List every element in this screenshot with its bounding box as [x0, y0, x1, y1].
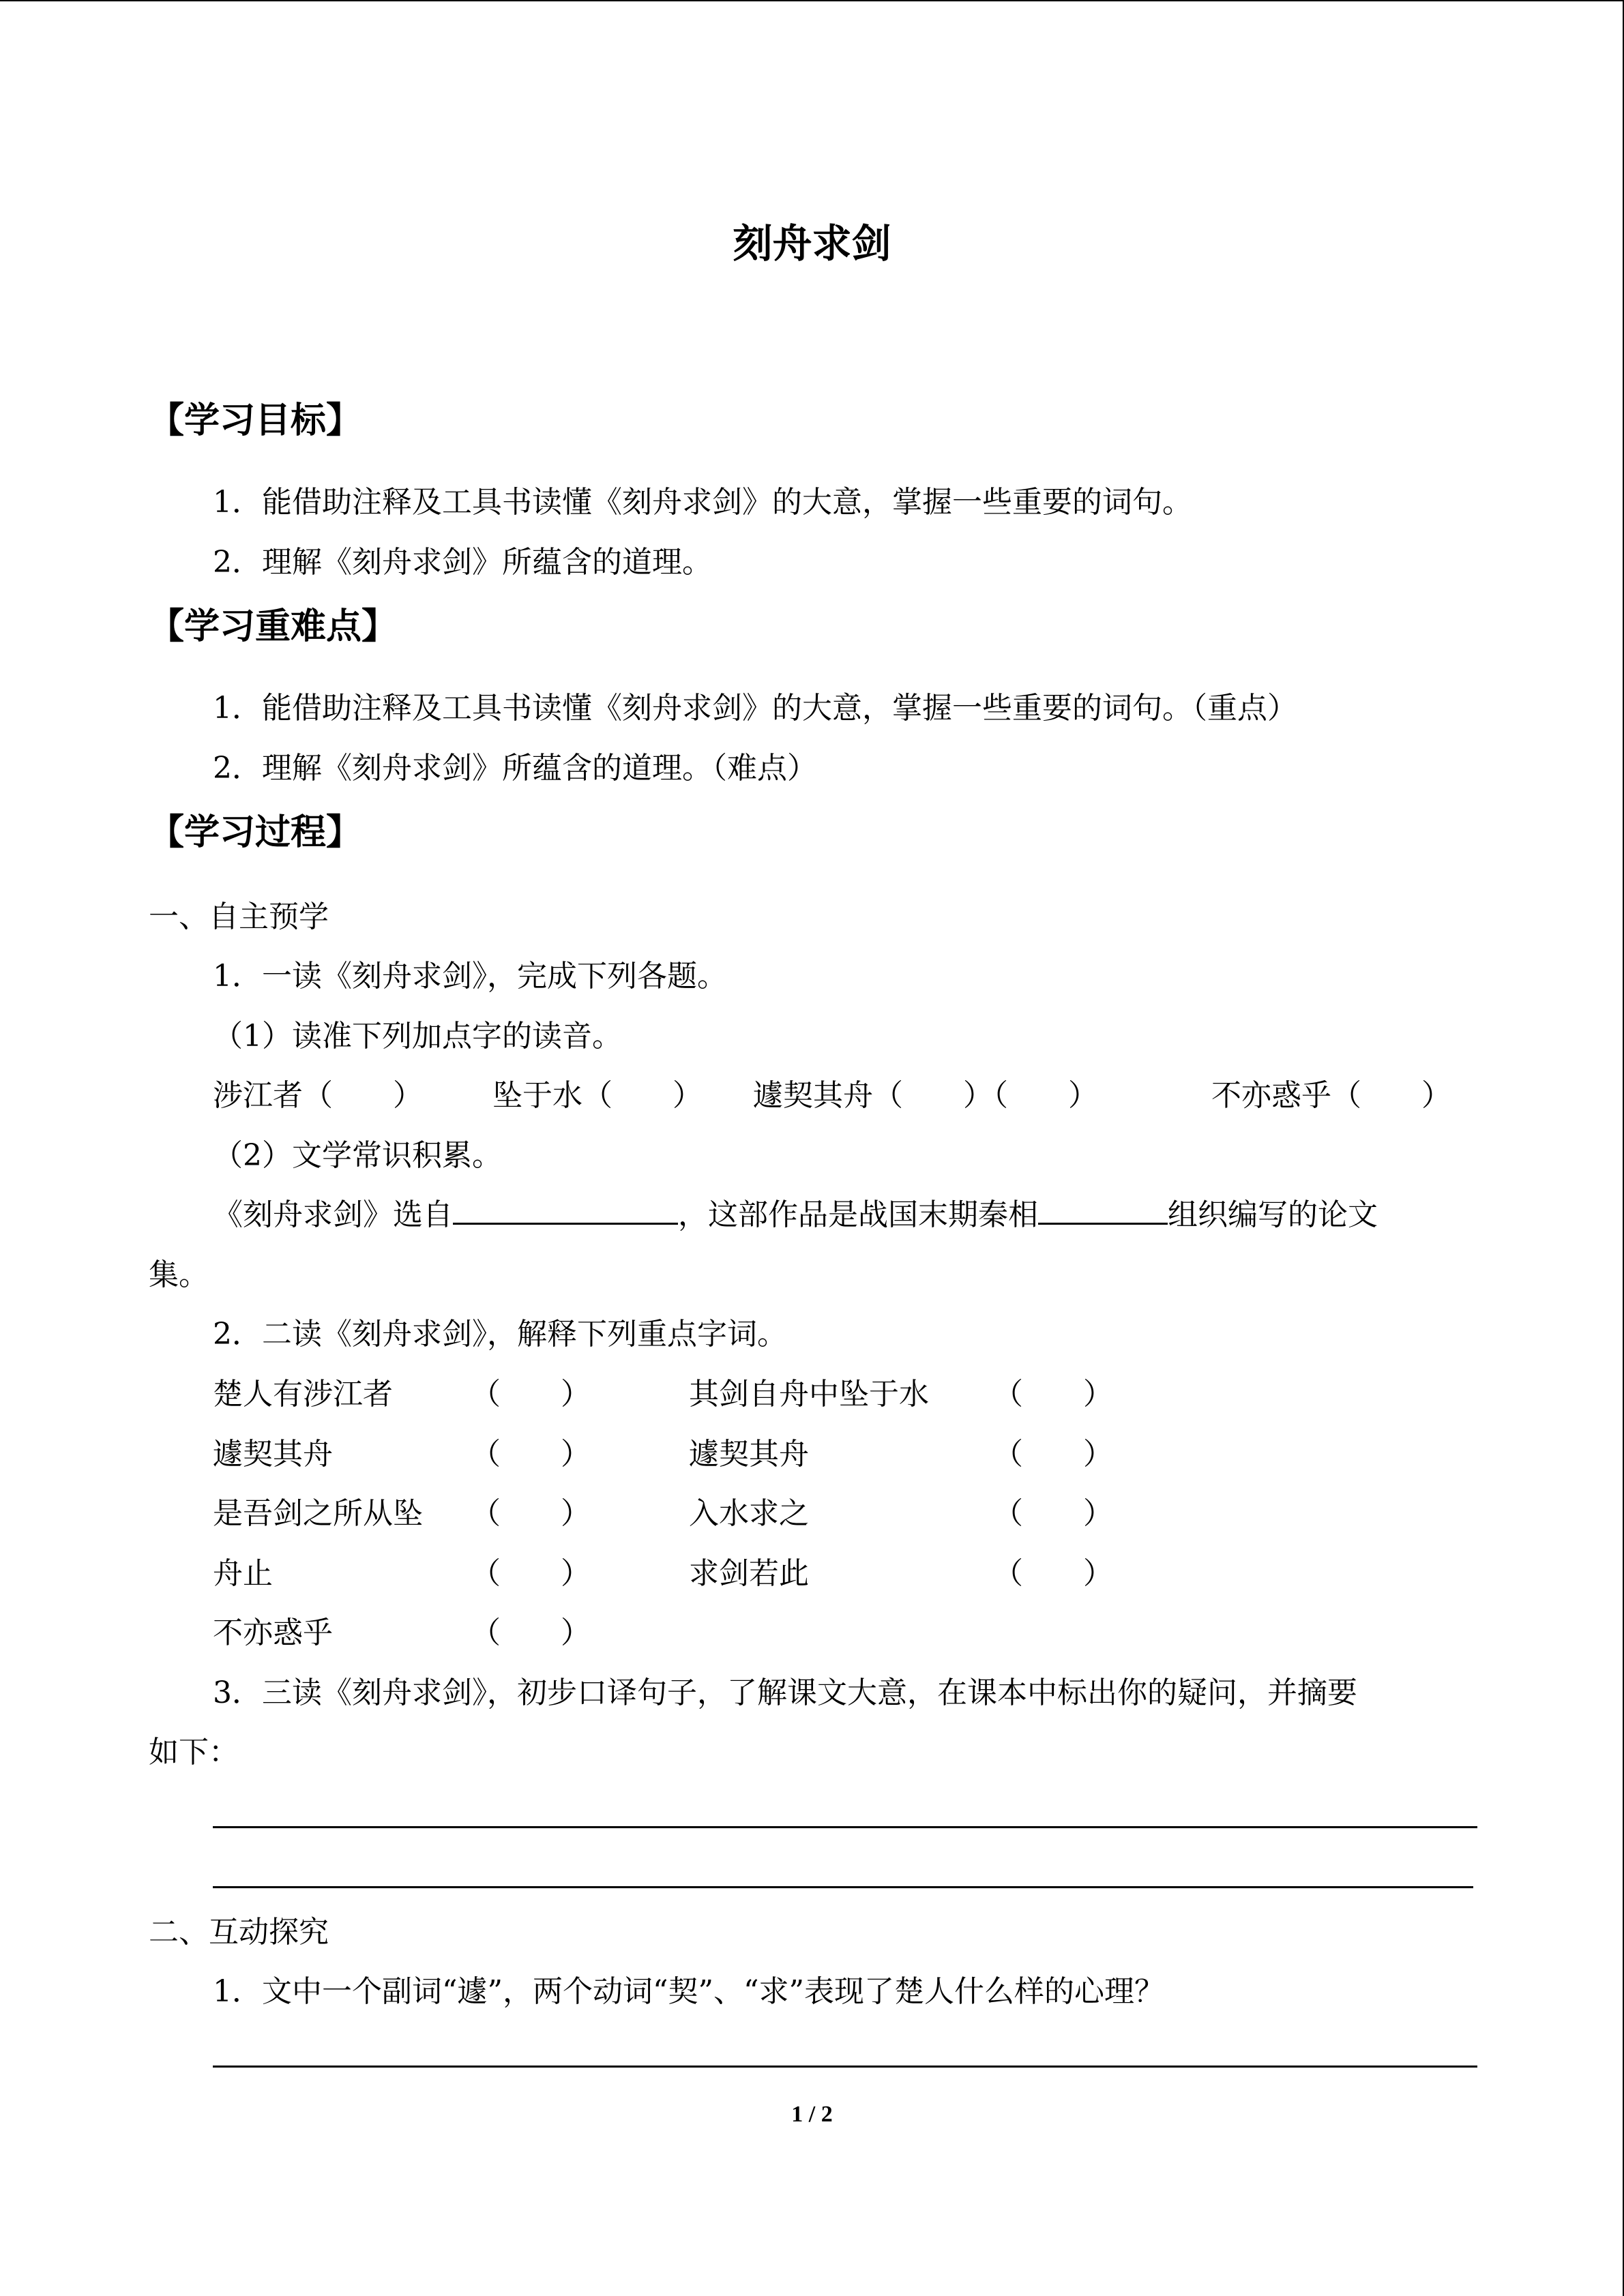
goal-item: 2．理解《刻舟求剑》所蕴含的道理。 — [213, 545, 712, 580]
word-left: 舟止 — [213, 1556, 273, 1591]
answer-blank-author[interactable] — [1038, 1193, 1168, 1225]
literature-line — [213, 1190, 1378, 1234]
word-left: 是吾剑之所从坠 — [213, 1496, 423, 1531]
word-left: 遽契其舟 — [213, 1437, 333, 1472]
literature-line-end: 集。 — [149, 1257, 209, 1292]
literature-text: ，这部作品是战国末期秦相 — [678, 1197, 1038, 1232]
answer-blank-source[interactable] — [453, 1193, 678, 1225]
goals-heading: 【学习目标】 — [149, 400, 362, 441]
answer-paren[interactable]: （ ） — [471, 1556, 591, 1591]
word-right: 遽契其舟 — [689, 1437, 809, 1472]
answer-paren[interactable]: （ ） — [993, 1377, 1113, 1412]
question-3-cont: 如下： — [149, 1735, 239, 1770]
pinyin-item: 涉江者（ ） — [213, 1078, 423, 1113]
goal-item: 1．能借助注释及工具书读懂《刻舟求剑》的大意，掌握一些重要的词句。 — [213, 485, 1192, 520]
answer-paren[interactable]: （ ） — [993, 1556, 1113, 1591]
word-right: 求剑若此 — [689, 1556, 809, 1591]
word-left: 楚人有涉江者 — [213, 1377, 393, 1412]
literature-text: 《刻舟求剑》选自 — [213, 1197, 453, 1232]
process-heading: 【学习过程】 — [149, 812, 362, 853]
answer-paren[interactable]: （ ） — [471, 1377, 591, 1412]
key-point-item: 2．理解《刻舟求剑》所蕴含的道理。（难点） — [213, 751, 817, 786]
literature-text: 组织编写的论文 — [1168, 1197, 1378, 1232]
interactive-heading: 二、互动探究 — [149, 1915, 329, 1950]
question-2: 2．二读《刻舟求剑》，解释下列重点字词。 — [213, 1317, 787, 1352]
question-1: 1．一读《刻舟求剑》，完成下列各题。 — [213, 959, 727, 994]
question-3: 3．三读《刻舟求剑》，初步口译句子，了解课文大意，在课本中标出你的疑问，并摘要 — [213, 1675, 1357, 1710]
answer-line[interactable] — [213, 2066, 1477, 2068]
word-right: 入水求之 — [689, 1496, 809, 1531]
pinyin-item: 不亦惑乎（ ） — [1211, 1078, 1451, 1113]
key-point-item: 1．能借助注释及工具书读懂《刻舟求剑》的大意，掌握一些重要的词句。（重点） — [213, 691, 1297, 726]
answer-paren[interactable]: （ ） — [471, 1496, 591, 1531]
key-points-heading: 【学习重难点】 — [149, 606, 398, 647]
question-1-1: （1）读准下列加点字的读音。 — [213, 1019, 622, 1054]
answer-paren[interactable]: （ ） — [471, 1437, 591, 1472]
answer-line[interactable] — [213, 1886, 1473, 1888]
answer-paren[interactable]: （ ） — [993, 1437, 1113, 1472]
pinyin-item: 坠于水（ ） — [492, 1078, 703, 1113]
interactive-question-1: 1．文中一个副词“遽”，两个动词“契”、“求”表现了楚人什么样的心理？ — [213, 1974, 1164, 2009]
pinyin-item: 遽契其舟（ ）（ ） — [753, 1078, 1098, 1113]
self-study-heading: 一、自主预学 — [149, 899, 329, 934]
word-right: 其剑自舟中坠于水 — [689, 1377, 929, 1412]
word-left: 不亦惑乎 — [213, 1615, 333, 1650]
answer-line[interactable] — [213, 1826, 1477, 1828]
page-title: 刻舟求剑 — [733, 220, 891, 267]
question-1-2: （2）文学常识积累。 — [213, 1138, 502, 1173]
answer-paren[interactable]: （ ） — [471, 1615, 591, 1650]
answer-paren[interactable]: （ ） — [993, 1496, 1113, 1531]
page-number: 1 / 2 — [791, 2102, 833, 2127]
